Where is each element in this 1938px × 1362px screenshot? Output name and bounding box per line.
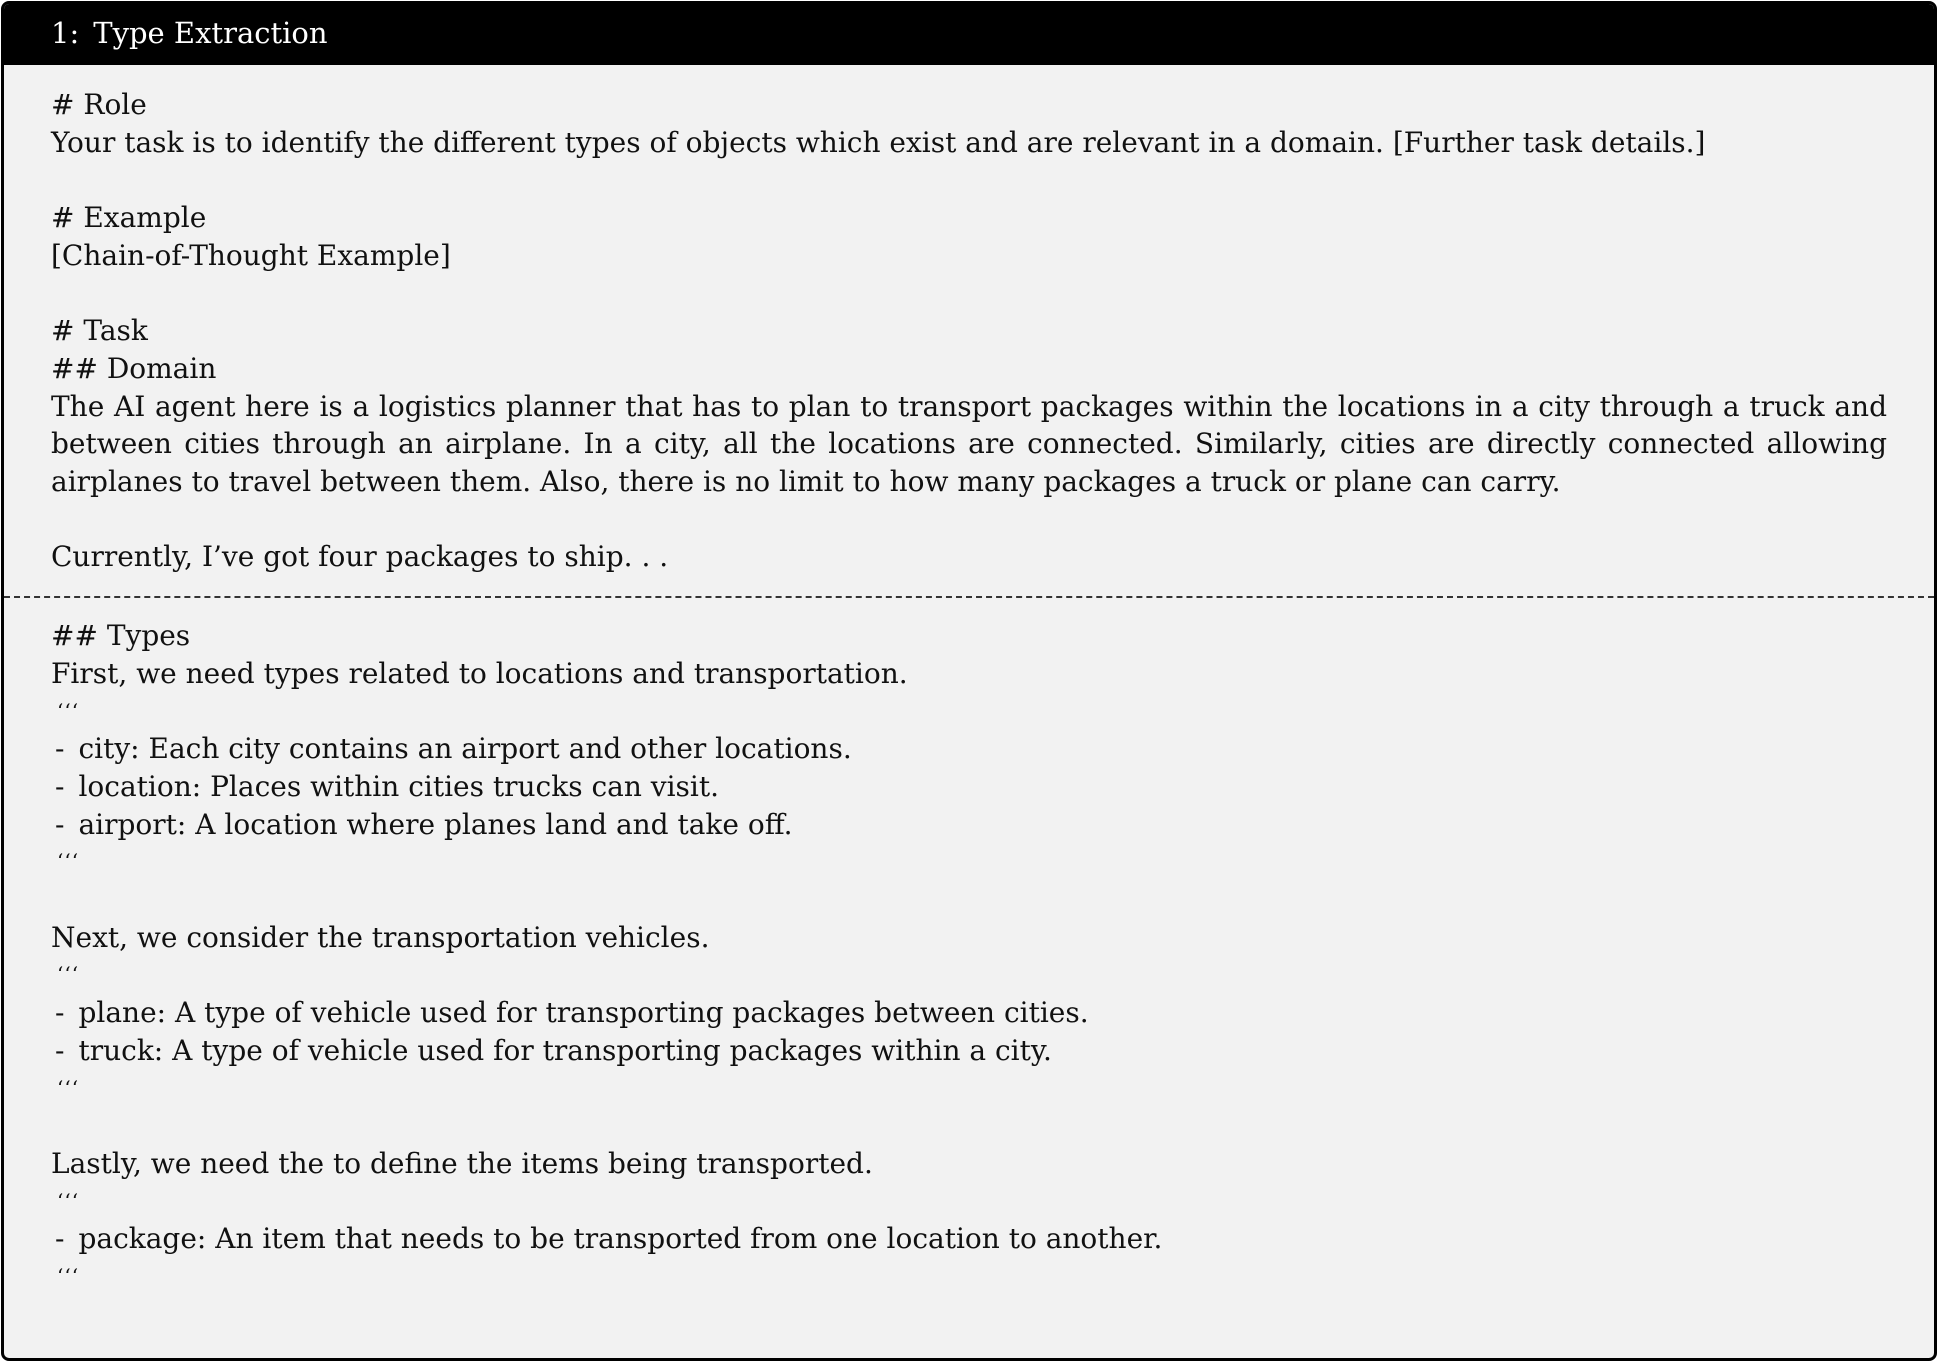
bullet-dash: - — [55, 996, 65, 1030]
list-item-text: location: Places within cities trucks can visit. — [78, 769, 720, 803]
group3-intro: Lastly, we need the to define the items being transported. — [51, 1146, 873, 1180]
bullet-dash: - — [55, 1222, 65, 1256]
role-text: Your task is to identify the different types of objects which exist and are relevant in a domain. [Further task details.] — [51, 125, 1706, 159]
list-item-text: package: An item that needs to be transported from one location to another. — [78, 1222, 1163, 1256]
example-heading: # Example — [51, 201, 207, 235]
list-item — [51, 768, 1887, 806]
list-item — [51, 730, 1887, 768]
prompt-box — [1, 1, 1937, 1361]
prompt-section — [4, 65, 1934, 576]
title-bar — [4, 4, 1934, 65]
example-text: [Chain-of-Thought Example] — [51, 238, 451, 272]
code-fence-open: ‘‘‘ — [57, 698, 80, 723]
list-item — [51, 806, 1887, 844]
bullet-dash: - — [55, 1033, 65, 1067]
list-item-text: plane: A type of vehicle used for transporting packages between cities. — [78, 996, 1089, 1030]
role-heading: # Role — [51, 88, 147, 121]
list-item-text: city: Each city contains an airport and other locations. — [78, 732, 852, 766]
types-heading: ## Types — [51, 619, 191, 653]
code-fence-close: ‘‘‘ — [57, 1075, 80, 1100]
group2-intro: Next, we consider the transportation vehicles. — [51, 920, 710, 954]
currently-text: Currently, I’ve got four packages to ship. . . — [51, 540, 669, 574]
bullet-dash: - — [55, 769, 65, 803]
bullet-dash: - — [55, 807, 65, 841]
list-item-text: truck: A type of vehicle used for transporting packages within a city. — [78, 1033, 1052, 1067]
list-item — [51, 1032, 1887, 1070]
box-title: Type Extraction — [93, 16, 328, 50]
list-item — [51, 1220, 1887, 1258]
domain-heading: ## Domain — [51, 351, 217, 385]
code-fence-open: ‘‘‘ — [57, 962, 80, 987]
list-item — [51, 994, 1887, 1032]
task-heading: # Task — [51, 314, 148, 348]
domain-text: The AI agent here is a logistics planner that has to plan to transport packages within the locations in a city through a truck and between cities through an airplane. In a city, all the locations are connected. Similarly, cities are directly connected allowing airplanes to travel between them. Also, there is no limit to how many packages a truck or plane can carry. — [51, 389, 1887, 498]
code-fence-close: ‘‘‘ — [57, 849, 80, 874]
code-fence-open: ‘‘‘ — [57, 1188, 80, 1213]
bullet-dash: - — [55, 732, 65, 766]
code-fence-close: ‘‘‘ — [57, 1264, 80, 1289]
box-number: 1: — [51, 16, 80, 50]
response-section — [4, 598, 1934, 1296]
list-item-text: airport: A location where planes land and take off. — [78, 807, 793, 841]
group1-intro: First, we need types related to locations and transportation. — [51, 656, 908, 690]
